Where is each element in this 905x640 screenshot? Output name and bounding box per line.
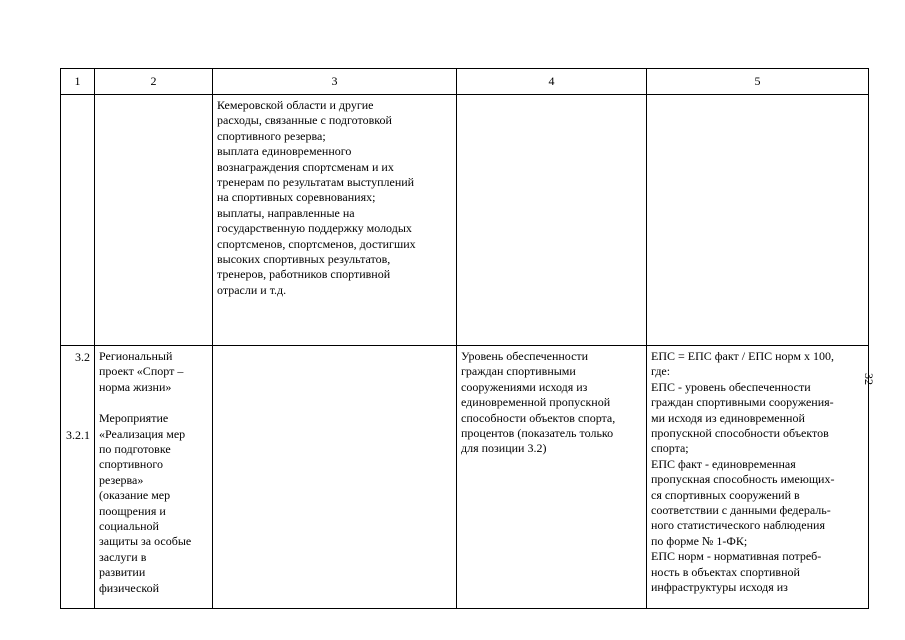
indicator-text: Уровень обеспеченности граждан спортивными сооружениями исходя из единовременной пропускной способности объектов спорта, процентов (показатель только для позиции 3.2) bbox=[461, 349, 616, 456]
cell-indicator bbox=[457, 95, 647, 346]
cell-name bbox=[95, 346, 213, 609]
page-number: 32 bbox=[862, 373, 876, 385]
item-number-3-2: 3.2 bbox=[75, 350, 90, 364]
item-number-3-2-1: 3.2.1 bbox=[66, 428, 90, 442]
cell-number bbox=[61, 346, 95, 609]
description-text: Кемеровской области и другие расходы, связанные с подготовкой спортивного резерва; выплата единовременного вознаграждения спортсменам и их тренерам по результатам выступлений на спортивных соревнованиях; выплаты, направленные на государственную поддержку молодых спортсменов, спортсменов, достигших высоких спортивных результатов, тренеров, работников спортивной отрасли и т.д. bbox=[217, 98, 416, 297]
cell-number bbox=[61, 95, 95, 346]
cell-formula bbox=[647, 95, 869, 346]
cell-formula bbox=[647, 346, 869, 609]
header-col-5: 5 bbox=[647, 69, 869, 95]
cell-indicator bbox=[457, 346, 647, 609]
cell-description bbox=[213, 346, 457, 609]
header-col-2: 2 bbox=[95, 69, 213, 95]
header-col-1: 1 bbox=[61, 69, 95, 95]
document-table bbox=[60, 68, 869, 609]
table-row-continued bbox=[61, 95, 869, 346]
header-col-4: 4 bbox=[457, 69, 647, 95]
cell-name bbox=[95, 95, 213, 346]
formula-text: ЕПС = ЕПС факт / ЕПС норм x 100, где: ЕПС - уровень обеспеченности граждан спортивными сооружения- ми исходя из единовременной пропускной способности объектов спорта; ЕПС факт - единовременная пропускная способность имеющих- ся спортивных сооружений в соответствии с данными федераль- ного статистического наблюдения по форме № 1-ФК; ЕПС норм - нормативная потреб- ность в объектах спортивной инфраструктуры исходя из bbox=[651, 349, 835, 595]
measure-name-text: Мероприятие «Реализация мер по подготовке спортивного резерва» (оказание мер поощрения и социальной защиты за особые заслуги в развитии физической bbox=[99, 411, 192, 595]
table-row-main bbox=[61, 346, 869, 609]
header-col-3: 3 bbox=[213, 69, 457, 95]
cell-description bbox=[213, 95, 457, 346]
project-name-text: Региональный проект «Спорт – норма жизни» bbox=[99, 349, 184, 394]
table-header-row bbox=[61, 69, 869, 95]
